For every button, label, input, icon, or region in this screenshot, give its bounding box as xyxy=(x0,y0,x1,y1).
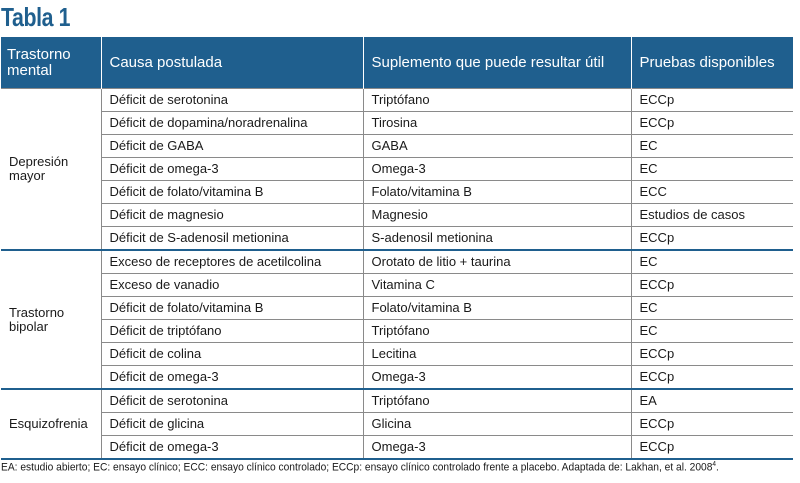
supplement-cell: Folato/vitamina B xyxy=(363,297,631,320)
table-row xyxy=(1,274,793,297)
evidence-cell: ECCp xyxy=(631,227,793,251)
table-row xyxy=(1,158,793,181)
supplement-cell: Omega-3 xyxy=(363,436,631,460)
cause-cell: Déficit de serotonina xyxy=(101,89,363,112)
cause-cell: Déficit de omega-3 xyxy=(101,158,363,181)
table-row xyxy=(1,389,793,413)
supplement-cell: Magnesio xyxy=(363,204,631,227)
supplement-cell: Tirosina xyxy=(363,112,631,135)
supplement-cell: Lecitina xyxy=(363,343,631,366)
table-row xyxy=(1,89,793,112)
table-row xyxy=(1,135,793,158)
disorder-cell: Depresión mayor xyxy=(1,89,101,251)
evidence-cell: ECCp xyxy=(631,112,793,135)
cause-cell: Déficit de magnesio xyxy=(101,204,363,227)
cause-cell: Exceso de receptores de acetilcolina xyxy=(101,250,363,274)
supplement-cell: Omega-3 xyxy=(363,158,631,181)
evidence-cell: EC xyxy=(631,158,793,181)
table-title: Tabla 1 xyxy=(1,2,71,32)
cause-cell: Déficit de omega-3 xyxy=(101,366,363,390)
evidence-cell: ECCp xyxy=(631,274,793,297)
table-row xyxy=(1,227,793,251)
table-row xyxy=(1,204,793,227)
table-body xyxy=(1,89,793,460)
header-suplemento: Suplemento que puede resultar útil xyxy=(363,37,631,89)
cause-cell: Déficit de GABA xyxy=(101,135,363,158)
evidence-cell: ECCp xyxy=(631,366,793,390)
table-row xyxy=(1,366,793,390)
cause-cell: Déficit de colina xyxy=(101,343,363,366)
table-row xyxy=(1,297,793,320)
table-row xyxy=(1,250,793,274)
evidence-cell: EC xyxy=(631,320,793,343)
evidence-cell: EA xyxy=(631,389,793,413)
cause-cell: Déficit de triptófano xyxy=(101,320,363,343)
table-row xyxy=(1,413,793,436)
supplement-cell: Folato/vitamina B xyxy=(363,181,631,204)
cause-cell: Déficit de dopamina/noradrenalina xyxy=(101,112,363,135)
footnote-ref: 4 xyxy=(712,461,717,468)
evidence-cell: ECC xyxy=(631,181,793,204)
supplement-cell: Glicina xyxy=(363,413,631,436)
table-row xyxy=(1,112,793,135)
supplement-cell: GABA xyxy=(363,135,631,158)
supplement-cell: Orotato de litio + taurina xyxy=(363,250,631,274)
evidence-cell: ECCp xyxy=(631,436,793,460)
header-causa: Causa postulada xyxy=(101,37,363,89)
cause-cell: Déficit de glicina xyxy=(101,413,363,436)
table-header-row xyxy=(1,37,793,89)
disorder-cell: Esquizofrenia xyxy=(1,389,101,459)
header-trastorno: Trastorno mental xyxy=(1,37,101,89)
supplement-cell: S-adenosil metionina xyxy=(363,227,631,251)
table-row xyxy=(1,343,793,366)
evidence-cell: Estudios de casos xyxy=(631,204,793,227)
cause-cell: Exceso de vanadio xyxy=(101,274,363,297)
evidence-cell: ECCp xyxy=(631,89,793,112)
table-row xyxy=(1,436,793,460)
cause-cell: Déficit de serotonina xyxy=(101,389,363,413)
header-pruebas: Pruebas disponibles xyxy=(631,37,793,89)
supplement-cell: Vitamina C xyxy=(363,274,631,297)
evidence-cell: ECCp xyxy=(631,343,793,366)
table-row xyxy=(1,320,793,343)
footnote xyxy=(1,461,743,474)
evidence-cell: EC xyxy=(631,250,793,274)
supplement-cell: Triptófano xyxy=(363,389,631,413)
supplement-cell: Triptófano xyxy=(363,320,631,343)
cause-cell: Déficit de folato/vitamina B xyxy=(101,181,363,204)
disorder-cell: Trastorno bipolar xyxy=(1,250,101,389)
cause-cell: Déficit de S-adenosil metionina xyxy=(101,227,363,251)
footnote-text: EA: estudio abierto; EC: ensayo clínico; ECC: ensayo clínico controlado; ECCp: ensayo clínico controlado frente a placebo. Adaptada de: Lakhan, et al. 2008 xyxy=(1,461,713,474)
evidence-cell: EC xyxy=(631,135,793,158)
supplement-cell: Triptófano xyxy=(363,89,631,112)
supplements-table xyxy=(1,37,793,460)
supplement-cell: Omega-3 xyxy=(363,366,631,390)
table-row xyxy=(1,181,793,204)
cause-cell: Déficit de folato/vitamina B xyxy=(101,297,363,320)
cause-cell: Déficit de omega-3 xyxy=(101,436,363,460)
evidence-cell: ECCp xyxy=(631,413,793,436)
footnote-end: . xyxy=(716,461,719,474)
evidence-cell: EC xyxy=(631,297,793,320)
